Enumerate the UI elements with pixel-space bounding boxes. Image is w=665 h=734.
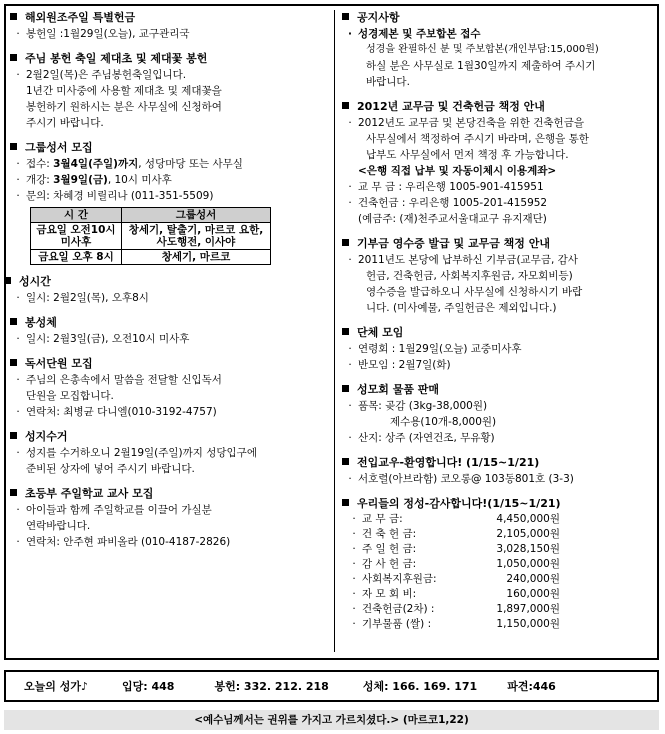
bullet-square-icon bbox=[4, 277, 11, 284]
bullet-square-icon bbox=[10, 359, 17, 366]
section-title: 주님 봉헌 축일 제대초 및 제대꽃 봉헌 bbox=[25, 52, 208, 65]
table-header: 시 간 bbox=[31, 208, 122, 223]
bullet-square-icon bbox=[342, 458, 349, 465]
right-column bbox=[342, 10, 656, 641]
section-offerings bbox=[342, 496, 656, 632]
text-line: 단원을 모집합니다. bbox=[26, 390, 114, 402]
section-candle-flower: 주님 봉헌 축일 제대초 및 제대꽃 봉헌 · 2월2일(목)은 주님봉헌축일입니다. 1년간 미사중에 사용할 제대초 및 제대꽃을 봉헌하기 원하시는 분은 사무실에 신청하여 주시기 바랍니다. bbox=[10, 51, 330, 131]
section-title: 성모회 물품 판매 bbox=[357, 383, 440, 396]
text-line: 1년간 미사중에 사용할 제대초 및 제대꽃을 bbox=[26, 85, 222, 97]
offering-row: · 건 축 헌 금: 2,105,000원 bbox=[352, 528, 560, 540]
text-line: 성지를 수거하오니 2월19일(주일)까지 성당입구에 bbox=[26, 447, 257, 459]
schedule-table bbox=[30, 207, 271, 265]
section-group-bible: 그룹성서 모집 · 접수: 3월4일(주일)까지, 성당마당 또는 사무실 · 개강: 3월9일(금), 10시 미사후 · 문의: 차혜경 비릴리나 (011-351-5509) 시 간 그룹성서 금요일 오전10시 미사후 창세기, 탈출기, 마르코 요한, 사도행전, 이사야 금요일 오후 8시 창세기, 마르코 bbox=[10, 140, 330, 265]
text-line: 2011년도 본당에 납부하신 기부금(교무금, 감사 bbox=[358, 254, 578, 266]
bullet-square-icon bbox=[10, 143, 17, 150]
table-cell: 금요일 오전10시 미사후 bbox=[31, 223, 122, 250]
section-title: 우리들의 정성-감사합니다!(1/15~1/21) bbox=[357, 497, 561, 510]
text-line: 서호렬(아브라함) 코오롱@ 103동801호 (3-3) bbox=[358, 473, 574, 485]
text-line: 연락처: 안주현 파비올라 (010-4187-2826) bbox=[26, 536, 231, 548]
section-title: 단체 모임 bbox=[357, 326, 404, 339]
text-line: 봉헌일 :1월29일(오늘), 교구관리국 bbox=[26, 28, 190, 40]
section-lector: 독서단원 모집 · 주님의 은총속에서 말씀을 전달할 신입독서 단원을 모집합니다. · 연락처: 최병균 다니엘(010-3192-4757) bbox=[10, 356, 330, 420]
bullet-square-icon bbox=[10, 489, 17, 496]
text-line: 품목: 곶감 (3kg-38,000원) bbox=[358, 400, 488, 412]
offering-row: · 사회복지후원금: 240,000원 bbox=[352, 573, 560, 585]
section-title: 봉성체 bbox=[25, 316, 57, 329]
bullet-square-icon bbox=[342, 239, 349, 246]
text-line: 연락바랍니다. bbox=[26, 520, 91, 532]
section-palm-collection: 성지수거 · 성지를 수거하오니 2월19일(주일)까지 성당입구에 준비된 상자에 넣어 주시기 바랍니다. bbox=[10, 429, 330, 477]
bullet-square-icon bbox=[10, 54, 17, 61]
section-group-meetings: 단체 모임 · 연령회 : 1월29일(오늘) 교중미사후 · 반모임 : 2월7일(화) bbox=[342, 325, 656, 373]
hymn-communion: 성체: 166. 169. 171 bbox=[362, 680, 478, 693]
section-title: 공지사항 bbox=[357, 11, 400, 24]
text-line: 납부도 사무실에서 먼저 책정 후 가능합니다. bbox=[366, 149, 569, 161]
text-line: <은행 직접 납부 및 자동이체시 이용계좌> bbox=[358, 165, 557, 177]
text-line: 문의: 차혜경 비릴리나 (011-351-5509) bbox=[26, 190, 214, 202]
section-title: 2012년 교무금 및 건축헌금 책정 안내 bbox=[357, 100, 545, 113]
section-welcome: 전입교우-환영합니다! (1/15~1/21) · 서호렬(아브라함) 코오롱@ 103동801호 (3-3) bbox=[342, 455, 656, 487]
section-title: 성지수거 bbox=[25, 430, 68, 443]
section-title: 기부금 영수증 발급 및 교무금 책정 안내 bbox=[357, 237, 550, 250]
text-line: (예금주: (재)천주교서울대교구 유지재단) bbox=[358, 213, 547, 225]
text-line: 일시: 2월2일(목), 오후8시 bbox=[26, 292, 149, 304]
text-line: 헌금, 건축헌금, 사회복지후원금, 자모회비등) bbox=[366, 270, 573, 282]
section-holy-hour: 성시간 · 일시: 2월2일(목), 오후8시 bbox=[4, 274, 330, 306]
text-line: 산지: 상주 (자연건조, 무유황) bbox=[358, 432, 495, 444]
text-line: 건축헌금 : 우리은행 1005-201-415952 bbox=[358, 197, 548, 209]
section-notice: 공지사항 · 성경제본 및 주보합본 접수 성경을 완필하신 분 및 주보합본(개인부담:15,000원) 하실 분은 사무실로 1월30일까지 제출하여 주시기 바랍니다. bbox=[342, 10, 656, 90]
text-line: 연령회 : 1월29일(오늘) 교중미사후 bbox=[358, 343, 522, 355]
section-tithe-2012: 2012년 교무금 및 건축헌금 책정 안내 · 2012년도 교무금 및 본당건축을 위한 건축헌금을 사무실에서 책정하여 주시기 바라며, 은행을 통한 납부도 사무실에서 먼저 책정 후 가능합니다. <은행 직접 납부 및 자동이체시 이용계좌> · 교 무 금 : 우리은행 1005-901-415951 · 건축헌금 : 우리은행 1005-201-415952 (예금주: (재)천주교서울대교구 유지재단) bbox=[342, 99, 656, 227]
left-column bbox=[10, 10, 330, 559]
text-line: 준비된 상자에 넣어 주시기 바랍니다. bbox=[26, 463, 195, 475]
offering-row: · 자 모 회 비: 160,000원 bbox=[352, 588, 560, 600]
section-mothers-sale: 성모회 물품 판매 · 품목: 곶감 (3kg-38,000원) 제수용(10개-8,000원) · 산지: 상주 (자연건조, 무유황) bbox=[342, 382, 656, 446]
text-line: 교 무 금 : 우리은행 1005-901-415951 bbox=[358, 181, 544, 193]
text-line: 반모임 : 2월7일(화) bbox=[358, 359, 451, 371]
table-cell: 창세기, 마르코 bbox=[122, 250, 271, 265]
section-title: 성시간 bbox=[19, 275, 51, 288]
text-line: 하실 분은 사무실로 1월30일까지 제출하여 주시기 bbox=[366, 60, 596, 72]
bullet-square-icon bbox=[342, 328, 349, 335]
bullet-square-icon bbox=[10, 432, 17, 439]
text-line: 주님의 은총속에서 말씀을 전달할 신입독서 bbox=[26, 374, 222, 386]
offering-row: · 기부물품 (쌀) : 1,150,000원 bbox=[352, 618, 560, 630]
text-line: 성경을 완필하신 분 및 주보합본(개인부담:15,000원) bbox=[366, 44, 599, 55]
text-line: 아이들과 함께 주일학교를 이끌어 가실분 bbox=[26, 504, 212, 516]
bullet-square-icon bbox=[342, 385, 349, 392]
section-title: 독서단원 모집 bbox=[25, 357, 93, 370]
text-line: 영수증을 발급하오니 사무실에 신청하시기 바랍 bbox=[366, 286, 583, 298]
section-sunday-school: 초등부 주일학교 교사 모집 · 아이들과 함께 주일학교를 이끌어 가실분 연락바랍니다. · 연락처: 안주현 파비올라 (010-4187-2826) bbox=[10, 486, 330, 550]
table-header: 그룹성서 bbox=[122, 208, 271, 223]
text-line: 주시기 바랍니다. bbox=[26, 117, 104, 129]
text-line: 봉헌하기 원하시는 분은 사무실에 신청하여 bbox=[26, 101, 222, 113]
offering-row: · 건축헌금(2차) : 1,897,000원 bbox=[352, 603, 560, 615]
hymn-recessional: 파견:446 bbox=[507, 680, 556, 693]
bullet-square-icon bbox=[10, 13, 17, 20]
hymn-bar bbox=[4, 670, 659, 702]
section-title: 초등부 주일학교 교사 모집 bbox=[25, 487, 154, 500]
text-line: 일시: 2월3일(금), 오전10시 미사후 bbox=[26, 333, 190, 345]
bullet-square-icon bbox=[342, 102, 349, 109]
bullet-square-icon bbox=[10, 318, 17, 325]
section-communion: 봉성체 · 일시: 2월3일(금), 오전10시 미사후 bbox=[10, 315, 330, 347]
section-title: 해외원조주일 특별헌금 bbox=[25, 11, 136, 24]
text-line: 니다. (미사예물, 주일헌금은 제외입니다.) bbox=[366, 302, 557, 314]
text-line: 바랍니다. bbox=[366, 76, 410, 88]
text-line: 연락처: 최병균 다니엘(010-3192-4757) bbox=[26, 406, 217, 418]
section-title: 전입교우-환영합니다! (1/15~1/21) bbox=[357, 456, 540, 469]
offering-row: · 주 일 헌 금: 3,028,150원 bbox=[352, 543, 560, 555]
bullet-square-icon bbox=[342, 13, 349, 20]
text-line: 2월2일(목)은 주님봉헌축일입니다. bbox=[26, 69, 187, 81]
table-cell: 금요일 오후 8시 bbox=[31, 250, 122, 265]
text-line: 사무실에서 책정하여 주시기 바라며, 은행을 통한 bbox=[366, 133, 589, 145]
section-donation-receipt: 기부금 영수증 발급 및 교무금 책정 안내 · 2011년도 본당에 납부하신 기부금(교무금, 감사 헌금, 건축헌금, 사회복지후원금, 자모회비등) 영수증을 발급하오니 사무실에 신청하시기 바랍 니다. (미사예물, 주일헌금은 제외입니다.) bbox=[342, 236, 656, 316]
scripture-verse: <예수님께서는 권위를 가지고 가르치셨다.> (마르코1,22) bbox=[4, 710, 659, 730]
text-line: 2012년도 교무금 및 본당건축을 위한 건축헌금을 bbox=[358, 117, 584, 129]
text-line: 제수용(10개-8,000원) bbox=[390, 416, 497, 428]
section-overseas-aid: 해외원조주일 특별헌금 · 봉헌일 :1월29일(오늘), 교구관리국 bbox=[10, 10, 330, 42]
table-cell: 창세기, 탈출기, 마르코 요한, 사도행전, 이사야 bbox=[122, 223, 271, 250]
column-divider bbox=[334, 10, 335, 652]
offering-row: · 감 사 헌 금: 1,050,000원 bbox=[352, 558, 560, 570]
section-title: 그룹성서 모집 bbox=[25, 141, 93, 154]
hymn-offertory: 봉헌: 332. 212. 218 bbox=[214, 680, 329, 693]
text-line: 성경제본 및 주보합본 접수 bbox=[358, 28, 481, 40]
offering-row: · 교 무 금: 4,450,000원 bbox=[352, 513, 560, 525]
hymn-label: 오늘의 성가♪ bbox=[24, 680, 88, 693]
hymn-entrance: 입당: 448 bbox=[121, 680, 175, 693]
bullet-square-icon bbox=[342, 499, 349, 506]
